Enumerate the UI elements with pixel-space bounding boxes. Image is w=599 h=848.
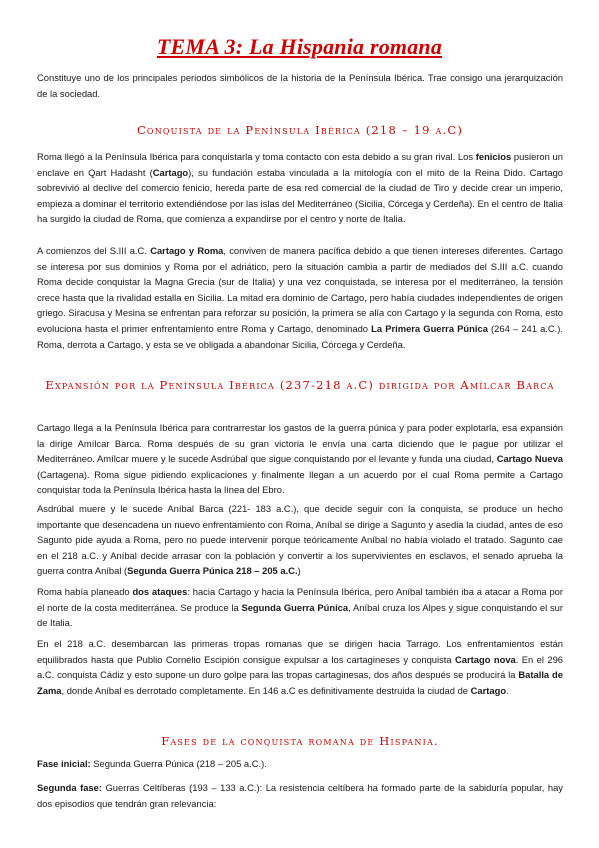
section2-paragraph-4: [37, 636, 563, 698]
text-run: A comienzos del S.III a.C.: [37, 245, 151, 256]
text-run: , donde Aníbal es derrotado completamente. En 146 a.C es definitivamente destruida la ciudad de: [61, 684, 471, 696]
text-run: ), su fundación estaba vinculada a la mitología con el mito de la Reina Dido. Cartago sobrevivió al declive del comercio fenicio, hereda parte de esa red comercial de la ciudad de Tiro y decide crear un imperio, empieza a dominar el territorio extendiéndose por las islas del Mediterráneo (Sicilia, Córcega y Cerdeña). En el centro de Italia ha surgido la ciudad de Roma, que comienza a expandirse por el centro y norte de Italia.: [37, 166, 564, 225]
text-run: pusieron un enclave en Qart Hadasht (: [37, 151, 563, 178]
text-run: : hacia Cartago y hacia la Península Ibérica, pero Aníbal también iba a atacar a Roma por el norte de la costa mediterránea. Se produce la: [37, 586, 563, 613]
bold-term: Segunda fase:: [37, 782, 102, 793]
section3-paragraph-2: [37, 780, 563, 811]
bold-term: Cartago: [152, 166, 189, 178]
section2-paragraph-3: [37, 584, 563, 631]
section3-paragraph-1: [37, 756, 563, 772]
bold-term: Segunda Guerra Púnica 218 – 205 a.C.: [127, 565, 298, 577]
bold-term: Fase inicial:: [37, 758, 91, 769]
section2-paragraph-1: [37, 420, 563, 498]
text-run: Roma llegó a la Península Ibérica para conquistarla y toma contacto con esta debido a su gran rival. Los: [37, 151, 476, 162]
bold-term: Batalla de Zama: [37, 669, 563, 696]
intro-paragraph: Constituye uno de los principales periodos simbólicos de la historia de la Península Ibérica. Trae consigo una jerarquización de la sociedad.: [37, 72, 563, 99]
bold-term: Segunda Guerra Púnica: [241, 601, 349, 613]
section1-paragraph-1: [37, 149, 563, 227]
bold-term: Cartago: [470, 684, 507, 696]
section-heading-expansion: Expansión por la Península Ibérica (237-218 a.C) dirigida por Amílcar Barca: [45, 378, 555, 392]
bold-term: Cartago Nueva: [496, 453, 563, 465]
section-heading-conquista: Conquista de la Península Ibérica (218 – 19 a.C): [136, 123, 464, 137]
bold-term: Cartago y Roma: [150, 245, 224, 256]
bold-term: fenicios: [475, 151, 512, 162]
section-heading-fases: Fases de la conquista romana de Hispania.: [161, 734, 439, 748]
document-title: TEMA 3: La Hispania romana: [156, 34, 443, 59]
text-run: (264 – 241 a.C.). Roma, derrota a Cartago, y esta se ve obligada a abandonar Sicilia, Córcega y Cerdeña.: [37, 322, 563, 350]
section1-paragraph-2: [37, 243, 563, 352]
text-run: En el 218 a.C. desembarcan las primeras tropas romanas que se dirigen hacia Tarrago. Los enfrentamientos están equilibrados hasta que Publio Cornelio Escipión consigue expulsar a los cartagineses y conquista: [37, 638, 563, 665]
bold-term: Cartago nova: [455, 653, 516, 665]
text-run: Cartago llega a la Península Ibérica para contrarrestar los gastos de la guerra púnica y para poder explotarla, esa expansión la dirige Amílcar Barca. Roma después de su gran victoria le envía una carta diciendo que le pague por utilizar el Mediterráneo. Amílcar muere y le sucede Asdrúbal que sigue conquistando por el levante y funda una ciudad,: [37, 422, 563, 465]
text-run: .: [506, 684, 509, 696]
text-run: ): [297, 565, 301, 577]
bold-term: La Primera Guerra Púnica: [371, 322, 488, 334]
text-run: Asdrúbal muere y le sucede Aníbal Barca (221- 183 a.C.), que decide seguir con la conquista, se produce un hecho importante que desencadena un nuevo enfrentamiento con Roma, Aníbal se dirige a Sagunto y asedia la ciudad, antes de eso Sagunto pide ayuda a Roma, pero no puede intervenir porque teóricamente Aníbal no había violado el tratado. Sagunto cae en el 218 a.C. y Aníbal decide arrasar con la población y convertir a los supervivientes en esclavos, el senado aprueba la guerra contra Aníbal (: [37, 503, 563, 577]
text-run: (Cartagena). Roma sigue pidiendo explicaciones y finalmente llegan a un acuerdo por el cual Roma permite a Cartago conquistar toda la Península Ibérica hasta la línea del Ebro.: [37, 468, 563, 496]
bold-term: dos ataques: [132, 586, 188, 597]
text-run: . En el 296 a.C. conquista Cádiz y esto supone un duro golpe para las tropas cartaginesas, dos años después se producirá la: [37, 653, 563, 681]
text-run: Roma había planeado: [37, 586, 133, 597]
text-run: , Aníbal cruza los Alpes y sigue conquistando el sur de Italia.: [37, 601, 563, 629]
text-run: Segunda Guerra Púnica (218 – 205 a.C.).: [90, 758, 267, 769]
section2-paragraph-2: [37, 501, 563, 579]
text-run: Guerras Celtíberas (193 – 133 a.C.): La resistencia celtíbera ha formado parte de la sabiduría popular, hay dos episodios que tendrán gran relevancia:: [37, 782, 563, 809]
text-run: , conviven de manera pacífica debido a que tienen intereses diferentes. Cartago se interesa por sus dominios y Roma por el adriático, pero la situación cambia a partir de mediados del S.III a.C. cuando Roma decide conquistar la Magna Grecia (sur de Italia) y una vez conquistada, se interesa por el mediterráneo, la tensión crece hasta que la rivalidad estalla en Sicilia. La mitad era dominio de Cartago, pero había ciudades independientes de origen griego. Siracusa y Mesina se enfrentan para reforzar su posición, la primera se alía con Cartago y la segunda con Roma, esto evoluciona hasta el primer enfrentamiento entre Roma y Cartago, denominado: [37, 245, 563, 334]
